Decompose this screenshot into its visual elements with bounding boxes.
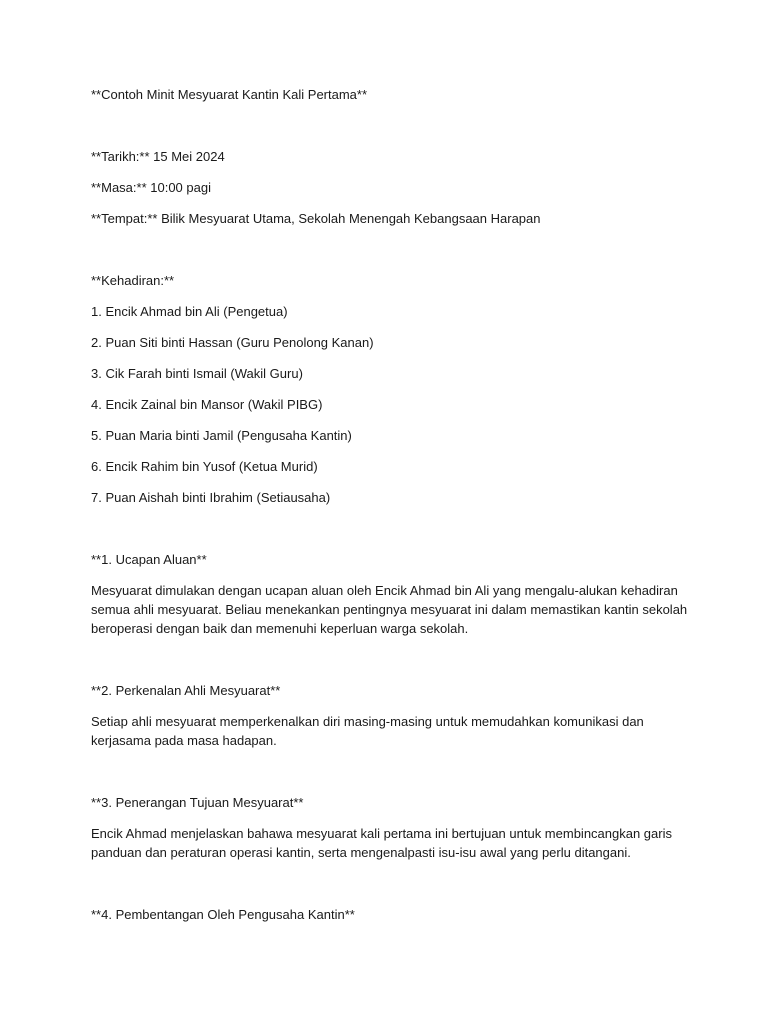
attendee-item: 2. Puan Siti binti Hassan (Guru Penolong Kanan) — [91, 335, 374, 350]
time-line: **Masa:** 10:00 pagi — [91, 180, 211, 195]
document-title: **Contoh Minit Mesyuarat Kantin Kali Pertama** — [91, 87, 368, 102]
section-body: Setiap ahli mesyuarat memperkenalkan diri masing-masing untuk memudahkan komunikasi dan kerjasama pada masa hadapan. — [91, 714, 644, 748]
date-line: **Tarikh:** 15 Mei 2024 — [91, 149, 225, 164]
document-content — [91, 85, 691, 967]
attendee-item: 7. Puan Aishah binti Ibrahim (Setiausaha) — [91, 490, 331, 505]
section-canteen-presentation — [91, 905, 691, 924]
section-body: Mesyuarat dimulakan dengan ucapan aluan oleh Encik Ahmad bin Ali yang mengalu-alukan kehadiran semua ahli mesyuarat. Beliau menekankan pentingnya mesyuarat ini dalam memastikan kantin sekolah beroperasi dengan baik dan memenuhi keperluan warga sekolah. — [91, 583, 688, 636]
section-heading: **4. Pembentangan Oleh Pengusaha Kantin** — [91, 907, 355, 922]
attendee-item: 5. Puan Maria binti Jamil (Pengusaha Kantin) — [91, 428, 352, 443]
attendee-item: 3. Cik Farah binti Ismail (Wakil Guru) — [91, 366, 303, 381]
section-welcome — [91, 550, 691, 638]
attendee-item: 4. Encik Zainal bin Mansor (Wakil PIBG) — [91, 397, 323, 412]
section-heading: **2. Perkenalan Ahli Mesyuarat** — [91, 683, 281, 698]
place-line: **Tempat:** Bilik Mesyuarat Utama, Sekolah Menengah Kebangsaan Harapan — [91, 211, 541, 226]
section-purpose — [91, 793, 691, 862]
section-introductions — [91, 681, 691, 750]
attendee-list — [91, 302, 691, 507]
attendee-item: 1. Encik Ahmad bin Ali (Pengetua) — [91, 304, 288, 319]
section-body: Encik Ahmad menjelaskan bahawa mesyuarat kali pertama ini bertujuan untuk membincangkan garis panduan dan peraturan operasi kantin, serta mengenalpasti isu-isu awal yang perlu ditangani. — [91, 826, 672, 860]
attendee-item: 6. Encik Rahim bin Yusof (Ketua Murid) — [91, 459, 318, 474]
section-heading: **1. Ucapan Aluan** — [91, 552, 207, 567]
section-heading: **3. Penerangan Tujuan Mesyuarat** — [91, 795, 304, 810]
attendance-heading: **Kehadiran:** — [91, 273, 175, 288]
